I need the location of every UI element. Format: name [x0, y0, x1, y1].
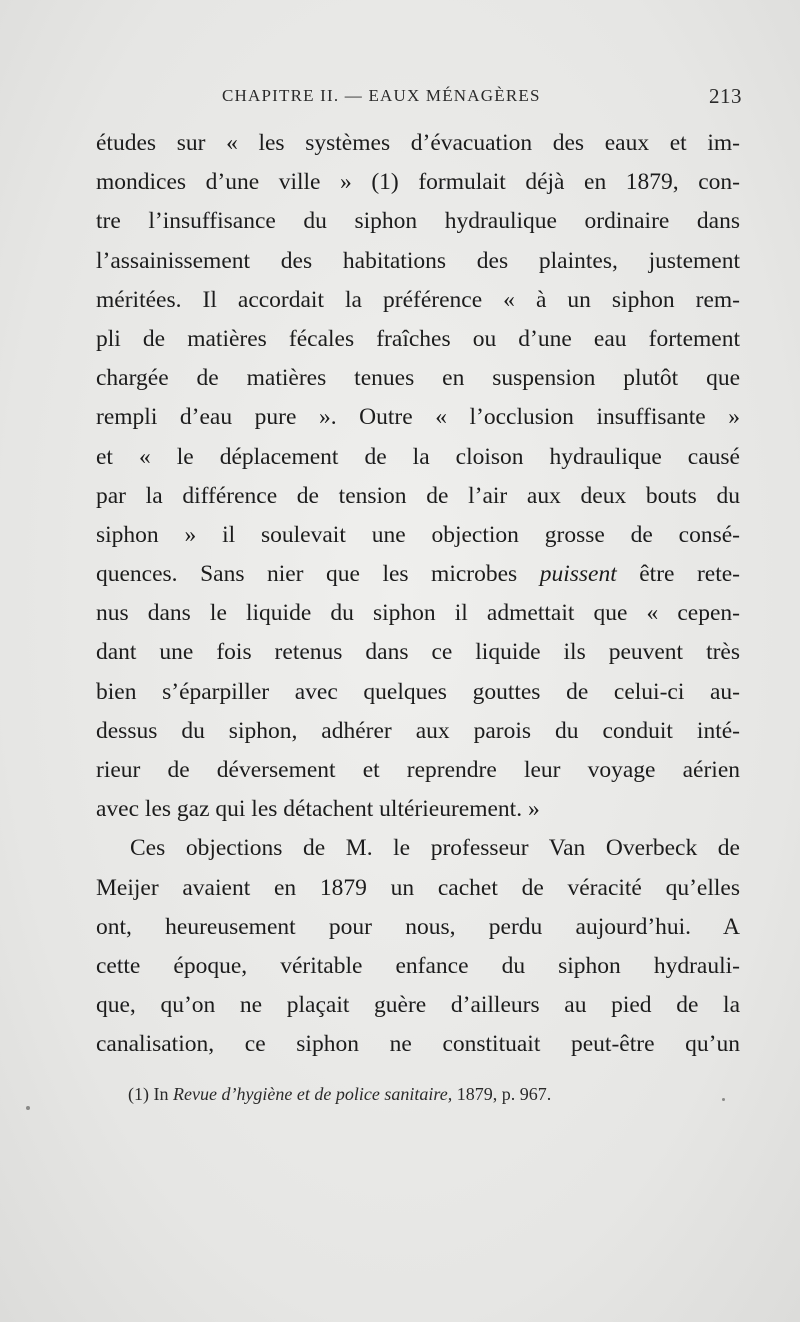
- text-line: bien s’éparpiller avec quelques gouttes de celui-ci au-: [96, 678, 740, 705]
- footnote-marker: (1) In: [128, 1084, 169, 1104]
- text-line: siphon » il soulevait une objection grosse de consé-: [96, 521, 740, 548]
- text-line: Meijer avaient en 1879 un cachet de véracité qu’elles: [96, 874, 740, 901]
- text-line: rempli d’eau pure ». Outre « l’occlusion insuffisante »: [96, 404, 740, 431]
- body-text: [96, 124, 740, 1065]
- footnote-journal: Revue d’hygiène et de police sanitaire,: [172, 1084, 453, 1104]
- text-line: canalisation, ce siphon ne constituait peut-être qu’un: [96, 1031, 740, 1058]
- paper-speck: [26, 1106, 30, 1110]
- text-line: études sur « les systèmes d’évacuation des eaux et im-: [96, 130, 740, 156]
- text-line: mondices d’une ville » (1) formulait déjà en 1879, con-: [96, 169, 740, 196]
- text-line: nus dans le liquide du siphon il admettait que « cepen-: [96, 600, 740, 627]
- text-line: chargée de matières tenues en suspension plutôt que: [96, 365, 740, 392]
- page-number: 213: [709, 84, 742, 108]
- text-line: cette époque, véritable enfance du siphon hydrauli-: [96, 952, 740, 979]
- text-line: avec les gaz qui les détachent ultérieurement. »: [96, 796, 540, 823]
- text-line-mixed: [96, 555, 740, 594]
- chapter-title: CHAPITRE II. — EAUX MÉNAGÈRES: [222, 86, 541, 105]
- text-line: que, qu’on ne plaçait guère d’ailleurs au pied de la: [96, 992, 740, 1019]
- footnote-citation: 1879, p. 967.: [456, 1084, 552, 1104]
- text-line: dessus du siphon, adhérer aux parois du conduit inté-: [96, 717, 740, 744]
- footnote: [128, 1080, 740, 1108]
- text-line: par la différence de tension de l’air aux deux bouts du: [96, 482, 740, 509]
- text-line: pli de matières fécales fraîches ou d’une eau fortement: [96, 325, 740, 352]
- text-line: Ces objections de M. le professeur Van Overbeck de: [130, 835, 740, 862]
- text-segment: quences. Sans nier que les microbes: [96, 561, 518, 588]
- paper-speck: [722, 1098, 725, 1101]
- text-line: et « le déplacement de la cloison hydraulique causé: [96, 443, 740, 470]
- text-line: l’assainissement des habitations des plaintes, justement: [96, 247, 740, 274]
- text-line: ont, heureusement pour nous, perdu aujourd’hui. A: [96, 913, 740, 940]
- italic-word: puissent: [539, 561, 617, 588]
- running-head: [222, 84, 742, 112]
- text-line: dant une fois retenus dans ce liquide ils peuvent très: [96, 639, 740, 666]
- text-line: rieur de déversement et reprendre leur voyage aérien: [96, 757, 740, 783]
- text-segment: être rete-: [639, 561, 740, 588]
- text-line: méritées. Il accordait la préférence « à un siphon rem-: [96, 286, 740, 313]
- text-line: tre l’insuffisance du siphon hydraulique ordinaire dans: [96, 208, 740, 235]
